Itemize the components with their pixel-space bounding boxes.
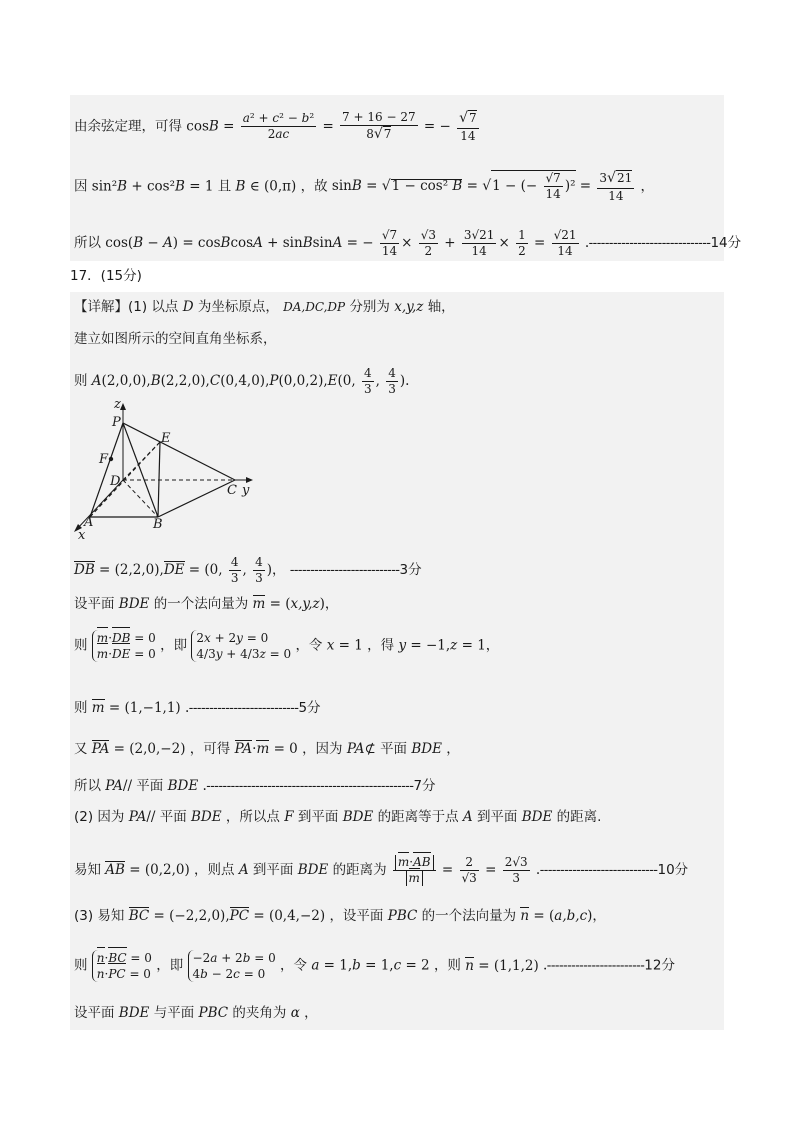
edge-PB bbox=[123, 423, 158, 517]
part-2-line: (2) 因为 PA// 平面 BDE ，所以点 F 到平面 BDE 的距离等于点 A 到平面 BDE 的距离. bbox=[74, 809, 602, 825]
system-2-line: 则 n·BC = 0 n·PC = 0 ，即 −2a + 2b = 0 4b − 2c = 0 ，令 a = 1,b = 1,c = 2 ，则 n = (1,1,2) .------------------------12分 bbox=[74, 951, 675, 982]
cosine-law-line: 由余弦定理，可得 cosB = $\frac{\text{a² + c² − b²}}{2ac}$ = $\frac{7 + 16 - 27}{8√7}$ = − $\frac{√7}{14}$ bbox=[74, 110, 477, 143]
pa-vector-line: 又 PA = (2,0,−2) ，可得 PA·m = 0 ，因为 PA⊄ 平面 BDE ， bbox=[74, 741, 460, 757]
edge-DB bbox=[123, 480, 158, 517]
label-B: B bbox=[153, 517, 163, 532]
z-axis-arrow-icon bbox=[120, 403, 126, 410]
label-x: x bbox=[78, 528, 86, 540]
point-F bbox=[109, 457, 113, 461]
sine-line: 因 sin²B + cos²B = 1 且 B ∈ (0,π) ，故 sinB = √1 − cos² B = √1 − (− $\frac{√7}{14}$ )² = $\frac{3√21}{14}$ ， bbox=[74, 170, 655, 203]
question-17-heading: 17．(15分) bbox=[70, 268, 142, 284]
label-z: z bbox=[114, 397, 121, 412]
label-E: E bbox=[161, 431, 171, 446]
detail-line-2: 建立如图所示的空间直角坐标系， bbox=[74, 331, 277, 347]
label-A: A bbox=[84, 515, 94, 530]
coordinates-line: 则 A(2,0,0),B(2,2,0),C(0,4,0),P(0,0,2),E(0, $\frac{4}{3}$ , $\frac{4}{3}$ ). bbox=[74, 366, 410, 396]
label-C: C bbox=[227, 483, 237, 498]
system-1-line: 则 m·DB = 0 m·DE = 0 ，即 2x + 2y = 0 4/3y + 4/3z = 0 ，令 x = 1 ，得 y = −1,z = 1， bbox=[74, 631, 500, 662]
label-D: D bbox=[110, 474, 121, 489]
label-F: F bbox=[99, 452, 109, 467]
edge-PA bbox=[90, 423, 123, 517]
cos-difference-line: 所以 cos(B − A) = cosBcosA + sinBsinA = − $\frac{√7}{14}$ × $\frac{√3}{2}$ + $\frac{3√21}{14}$ × $\frac{1}{2}$ = $\frac{√21}{14}$ .------------------------------14分 bbox=[74, 228, 742, 258]
edge-PC bbox=[123, 423, 235, 480]
pyramid-figure bbox=[70, 395, 270, 540]
edge-BC bbox=[158, 480, 235, 517]
label-y: y bbox=[242, 483, 250, 498]
distance-line: 易知 AB = (0,2,0) ，则点 A 到平面 BDE 的距离为 $\frac{m\cdot AB}{m}$ = $\frac{2}{√3}$ = $\frac{2√3}{3}$ .-----------------------------10分 bbox=[74, 855, 689, 885]
detail-line-1: 【详解】(1) 以点 D 为坐标原点， DA,DC,DP 分别为 x,y,z 轴， bbox=[74, 299, 455, 315]
normal-vector-bde-line: 设平面 BDE 的一个法向量为 m = (x,y,z)， bbox=[74, 596, 339, 612]
m-vector-line: 则 m = (1,−1,1) .---------------------------5分 bbox=[74, 700, 321, 716]
angle-line: 设平面 BDE 与平面 PBC 的夹角为 α ， bbox=[74, 1005, 318, 1021]
part-3-line: (3) 易知 BC = (−2,2,0),PC = (0,4,−2) ，设平面 PBC 的一个法向量为 n = (a,b,c)， bbox=[74, 908, 606, 924]
vectors-db-de-line: DB = (2,2,0),DE = (0, $\frac{4}{3}$ , $\frac{4}{3}$ )， ---------------------------3分 bbox=[74, 555, 422, 585]
pa-parallel-line: 所以 PA// 平面 BDE .---------------------------------------------------7分 bbox=[74, 778, 436, 794]
label-P: P bbox=[112, 415, 121, 430]
